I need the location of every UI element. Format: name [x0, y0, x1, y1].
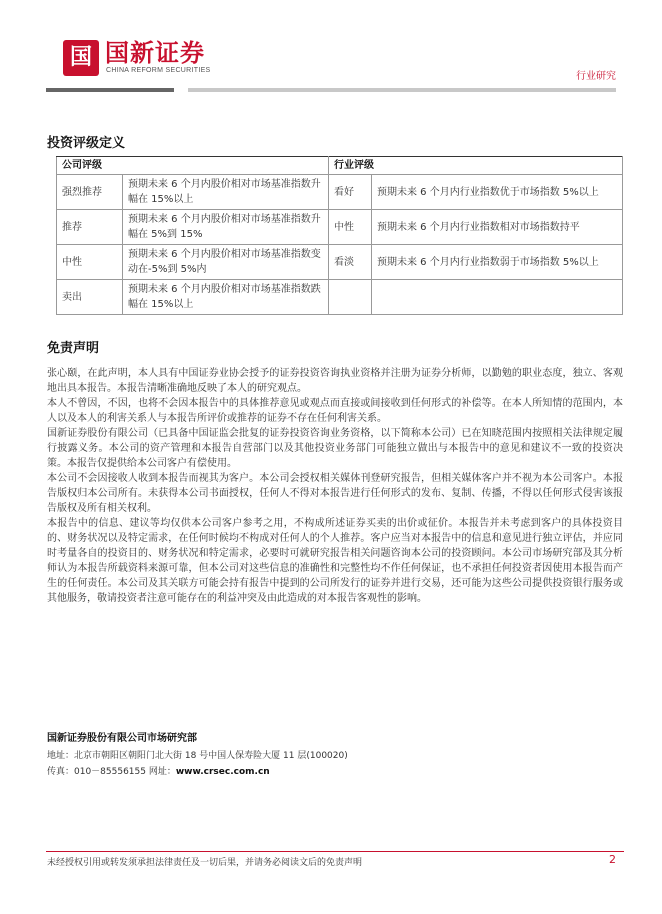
company-rating: 推荐: [57, 210, 123, 245]
industry-rating-desc: [372, 280, 623, 315]
table-row: [57, 175, 623, 210]
rating-table: [56, 156, 623, 315]
rating-section-title: 投资评级定义: [47, 136, 126, 151]
fax-label: 传真：010－85556155 网址：: [47, 767, 176, 777]
table-row: [57, 210, 623, 245]
company-rating: 强烈推荐: [57, 175, 123, 210]
industry-rating-desc: 预期未来 6 个月内行业指数相对市场指数持平: [372, 210, 623, 245]
rating-table-header: [57, 157, 623, 175]
footer-rule: [46, 851, 624, 852]
page-number: 2: [609, 853, 616, 866]
company-rating-header: 公司评级: [57, 157, 329, 175]
logo-icon: [63, 40, 99, 76]
company-address: 地址：北京市朝阳区朝阳门北大街 18 号中国人保寿险大厦 11 层(100020): [47, 751, 348, 761]
website-link[interactable]: www.crsec.com.cn: [175, 767, 270, 777]
company-rating: 中性: [57, 245, 123, 280]
disclaimer-paragraph: 本报告中的信息、建议等均仅供本公司客户参考之用，不构成所述证券买卖的出价或征价。本报告并未考虑到客户的具体投资目的、财务状况以及特定需求，在任何时候均不构成对任何人的个人推荐。客户应当对本报告中的信息和意见进行独立评估，并应同时考量各自的投资目的、财务状况和特定需求，必要时可就研究报告相关问题咨询本公司的投资顾问。本公司市场研究部及其分析师认为本报告所载资料来源可靠，但本公司对这些信息的准确性和完整性均不作任何保证，也不承担任何投资者因使用本报告而产生的任何责任。本公司及其关联方可能会持有报告中提到的公司所发行的证券并进行交易，还可能为这些公司提供投资银行服务或其他服务，敬请投资者注意可能存在的利益冲突及由此造成的对本报告客观性的影响。: [47, 518, 623, 604]
company-fax-website: [47, 764, 270, 777]
header-rule-light: [188, 88, 616, 92]
disclaimer-paragraph: 本人不曾因，不因，也将不会因本报告中的具体推荐意见或观点而直接或间接收到任何形式的补偿等。在本人所知情的范围内，本人以及本人的利害关系人与本报告所评价或推荐的证券不存在任何利害关系。: [47, 398, 623, 424]
industry-rating-header: 行业评级: [329, 157, 623, 175]
company-rating: 卖出: [57, 280, 123, 315]
footer-notice: 未经授权引用或转发须承担法律责任及一切后果，并请务必阅读文后的免责声明: [47, 858, 363, 868]
industry-rating-desc: 预期未来 6 个月内行业指数优于市场指数 5%以上: [372, 175, 623, 210]
page-header: [0, 0, 662, 100]
table-row: [57, 280, 623, 315]
disclaimer-paragraph: 本公司不会因接收人收到本报告而视其为客户。本公司会授权相关媒体刊登研究报告，但相关媒体客户并不视为本公司客户。本报告版权归本公司所有。未获得本公司书面授权，任何人不得对本报告进行任何形式的发布、复制、传播，不得以任何形式侵害该报告版权及所有相关权利。: [47, 473, 623, 514]
disclaimer-title: 免责声明: [47, 341, 100, 356]
industry-rating: 中性: [329, 210, 372, 245]
disclaimer-paragraph: 张心颐，在此声明，本人具有中国证券业协会授予的证券投资咨询执业资格并注册为证券分析师，以勤勉的职业态度，独立、客观地出具本报告。本报告清晰准确地反映了本人的研究观点。: [47, 368, 623, 394]
disclaimer-body: [47, 366, 623, 606]
report-category: 行业研究: [576, 71, 616, 82]
company-rating-desc: 预期未来 6 个月内股价相对市场基准指数变动在-5%到 5%内: [123, 245, 329, 280]
logo-name-cn: 国新证券: [105, 39, 205, 67]
table-row: [57, 245, 623, 280]
industry-rating: [329, 280, 372, 315]
company-rating-desc: 预期未来 6 个月内股价相对市场基准指数升幅在 15%以上: [123, 175, 329, 210]
company-rating-desc: 预期未来 6 个月内股价相对市场基准指数升幅在 5%到 15%: [123, 210, 329, 245]
logo-name-en: CHINA REFORM SECURITIES: [106, 67, 211, 74]
disclaimer-paragraph: 国新证券股份有限公司（已具备中国证监会批复的证券投资咨询业务资格，以下简称本公司）已在知晓范围内按照相关法律规定履行披露义务。本公司的资产管理和本报告自营部门以及其他投资业务部门可能独立做出与本报告中的意见和建议不一致的投资决策。本报告仅提供给本公司客户有偿使用。: [47, 428, 623, 469]
industry-rating-desc: 预期未来 6 个月内行业指数弱于市场指数 5%以上: [372, 245, 623, 280]
logo-glyph: 国: [69, 45, 92, 70]
company-rating-desc: 预期未来 6 个月内股价相对市场基准指数跌幅在 15%以上: [123, 280, 329, 315]
header-rule-dark: [46, 88, 174, 92]
company-name: 国新证券股份有限公司市场研究部: [47, 733, 197, 744]
industry-rating: 看好: [329, 175, 372, 210]
industry-rating: 看淡: [329, 245, 372, 280]
